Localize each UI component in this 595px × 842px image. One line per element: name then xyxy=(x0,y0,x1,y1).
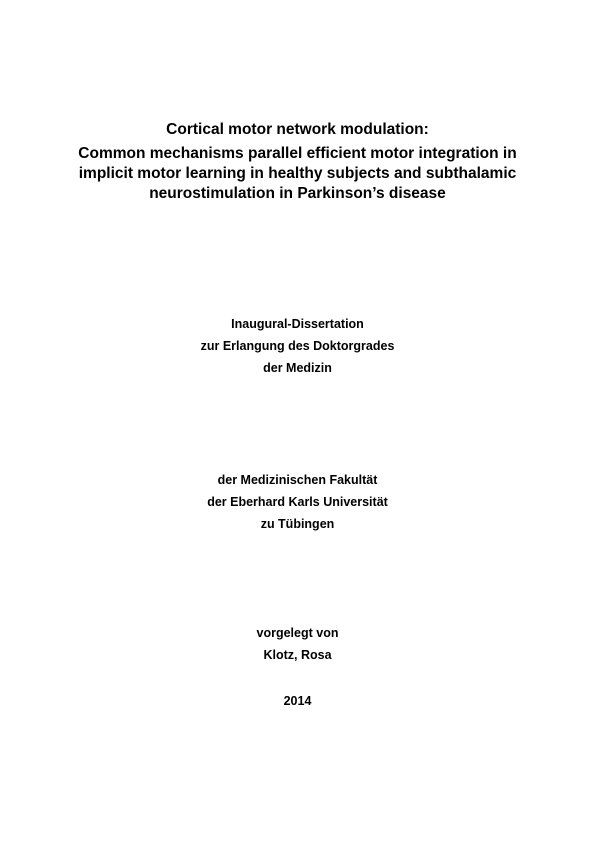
thesis-title-main: Cortical motor network modulation: xyxy=(166,121,429,138)
author-block xyxy=(0,622,595,666)
year-text: 2014 xyxy=(283,694,312,708)
thesis-subtitle-line: Common mechanisms parallel efficient motor integration in xyxy=(78,145,517,162)
submitted-by-label: vorgelegt von xyxy=(256,626,339,640)
author-name: Klotz, Rosa xyxy=(263,648,332,662)
dissertation-statement xyxy=(0,313,595,379)
faculty-line: der Medizinischen Fakultät xyxy=(217,473,378,487)
thesis-subtitle xyxy=(0,144,595,204)
thesis-subtitle-line: neurostimulation in Parkinson’s disease xyxy=(149,185,446,202)
thesis-subtitle-line: implicit motor learning in healthy subjects and subthalamic xyxy=(78,165,517,182)
thesis-title xyxy=(0,119,595,141)
dissertation-line: Inaugural-Dissertation xyxy=(231,317,364,331)
faculty-line: zu Tübingen xyxy=(260,517,335,531)
faculty-line: der Eberhard Karls Universität xyxy=(207,495,388,509)
submission-year xyxy=(0,690,595,712)
dissertation-line: der Medizin xyxy=(263,361,332,375)
faculty-statement xyxy=(0,469,595,535)
dissertation-line: zur Erlangung des Doktorgrades xyxy=(200,339,395,353)
